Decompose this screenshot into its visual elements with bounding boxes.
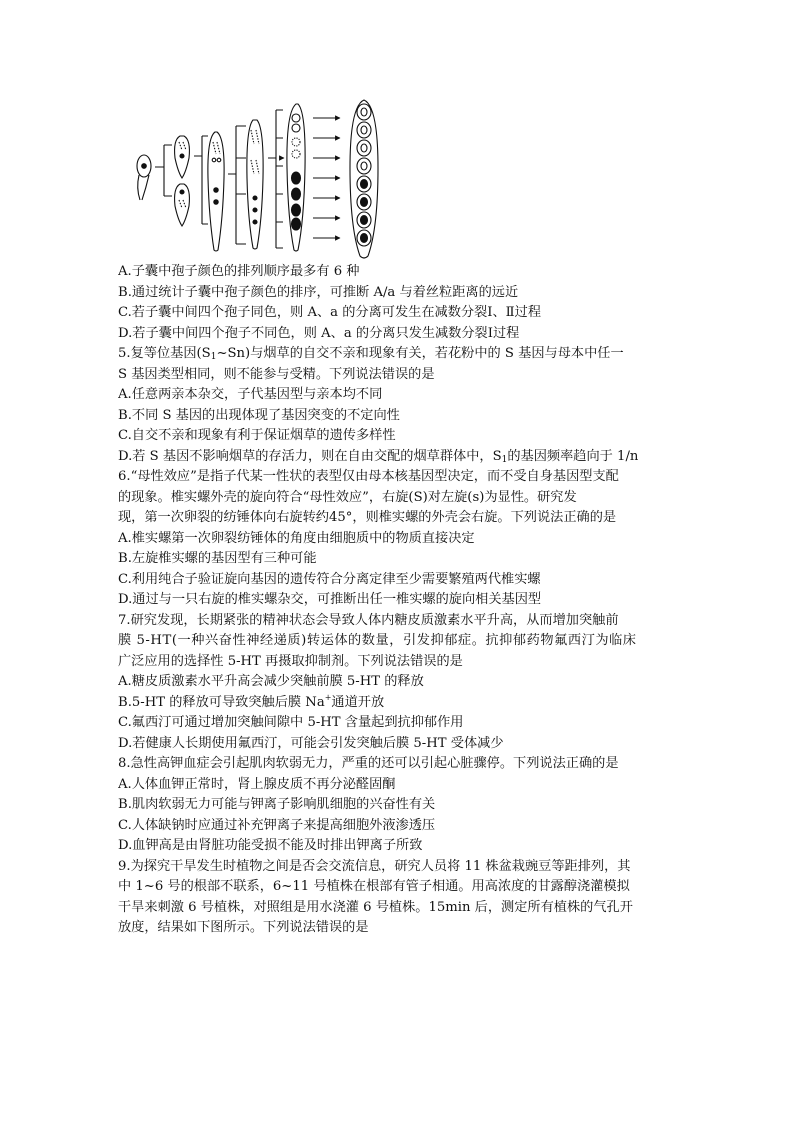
question-text [118,262,684,939]
q5-option-d: D.若 S 基因不影响烟草的存活力，则在自由交配的烟草群体中，$S_1$的基因频率趋向于 1/n [118,448,639,465]
q5-option-a: A.任意两亲本杂交，子代基因型与亲本均不同 [118,387,383,402]
q4-option-a: A.子囊中孢子颜色的排列顺序最多有 6 种 [118,264,360,279]
q5-option-c: C.自交不亲和现象有利于保证烟草的遗传多样性 [118,428,396,443]
q7-option-c: C.氟西汀可通过增加突触间隙中 5-HT 含量起到抗抑郁作用 [118,715,464,730]
ascus-stage-1 [137,155,151,200]
q9-stem-line-4: 放度，结果如下图所示。下列说法错误的是 [118,920,369,935]
q5-option-b: B.不同 S 基因的出现体现了基因突变的不定向性 [118,407,400,423]
q7-option-a: A.糖皮质激素水平升高会减少突触前膜 5-HT 的释放 [118,674,424,689]
q7-option-d: D.若健康人长期使用氟西汀，可能会引发突触后膜 5-HT 受体减少 [118,735,504,751]
q4-option-c: C.若子囊中间四个孢子同色，则 A、a 的分离可发生在减数分裂Ⅰ、Ⅱ过程 [118,305,542,320]
q7-stem-line-3: 广泛应用的选择性 5-HT 再摄取抑制剂。下列说法错误的是 [118,653,463,669]
q7-stem-line-1: 7.研究发现，长期紧张的精神状态会导致人体内糖皮质激素水平升高，从而增加突触前 [118,612,619,628]
q6-option-d: D.通过与一只右旋的椎实螺杂交，可推断出任一椎实螺的旋向相关基因型 [118,592,542,607]
q8-option-c: C.人体缺钠时应通过补充钾离子来提高细胞外液渗透压 [118,817,436,833]
q8-option-d: D.血钾高是由肾脏功能受损不能及时排出钾离子所致 [118,838,423,853]
q7-stem-line-2: 膜 5-HT(一种兴奋性神经递质)转运体的数量，引发抑郁症。抗抑郁药物氟西汀为临床 [118,633,637,648]
ascus-stage-2 [175,136,190,226]
q5-stem-line-1: 5.复等位基因$(S_1\sim Sn)$与烟草的自交不亲和现象有关，若花粉中的 S 基因与母本中任一 [118,346,624,362]
q6-option-b: B.左旋椎实螺的基因型有三种可能 [118,551,317,566]
q4-option-b: B.通过统计子囊中孢子颜色的排序，可推断 A/a 与着丝粒距离的远近 [118,284,519,300]
ascus-stage-6-mature [350,100,378,258]
q8-option-a: A.人体血钾正常时，肾上腺皮质不再分泌醛固酮 [118,776,396,792]
ascus-stage-4 [247,120,263,249]
q6-stem-line-3: 现，第一次卵裂的纺锤体向右旋转约45°，则椎实螺的外壳会右旋。下列说法正确的是 [118,510,617,525]
q6-option-a: A.椎实螺第一次卵裂纺锤体的角度由细胞质中的物质直接决定 [118,530,475,546]
q9-stem-line-3: 干旱来刺激 6 号植株，对照组是用水浇灌 6 号植株。15min 后，测定所有植株的气孔开 [118,899,633,915]
q9-stem-line-1: 9.为探究干旱发生时植物之间是否会交流信息，研究人员将 11 株盆栽豌豆等距排列，其 [118,858,631,874]
q7-option-b: B.5-HT 的释放可导致突触后膜 Na+通道开放 [118,692,385,710]
q8-stem: 8.急性高钾血症会引起肌肉软弱无力，严重的还可以引起心脏骤停。下列说法正确的是 [118,756,619,771]
q6-stem-line-1: 6.“母性效应”是指子代某一性状的表型仅由母本核基因型决定，而不受自身基因型支配 [118,469,619,484]
ascus-stage-3 [208,132,224,251]
ascus-stage-5 [287,104,305,251]
q6-option-c: C.利用纯合子验证旋向基因的遗传符合分离定律至少需要繁殖两代椎实螺 [118,571,541,587]
q5-stem-line-2: S 基因类型相同，则不能参与受精。下列说法错误的是 [118,366,435,382]
q8-option-b: B.肌肉软弱无力可能与钾离子影响肌细胞的兴奋性有关 [118,797,436,812]
ascus-development-figure [128,98,428,262]
q9-stem-line-2: 中 1~6 号的根部不联系，6~11 号植株在根部有管子相通。用高浓度的甘露醇浇灌模拟 [118,879,630,894]
q4-option-d: D.若子囊中间四个孢子不同色，则 A、a 的分离只发生减数分裂Ⅰ过程 [118,325,520,341]
q6-stem-line-2: 的现象。椎实螺外壳的旋向符合“母性效应”，右旋(S)对左旋(s)为显性。研究发 [118,489,577,505]
